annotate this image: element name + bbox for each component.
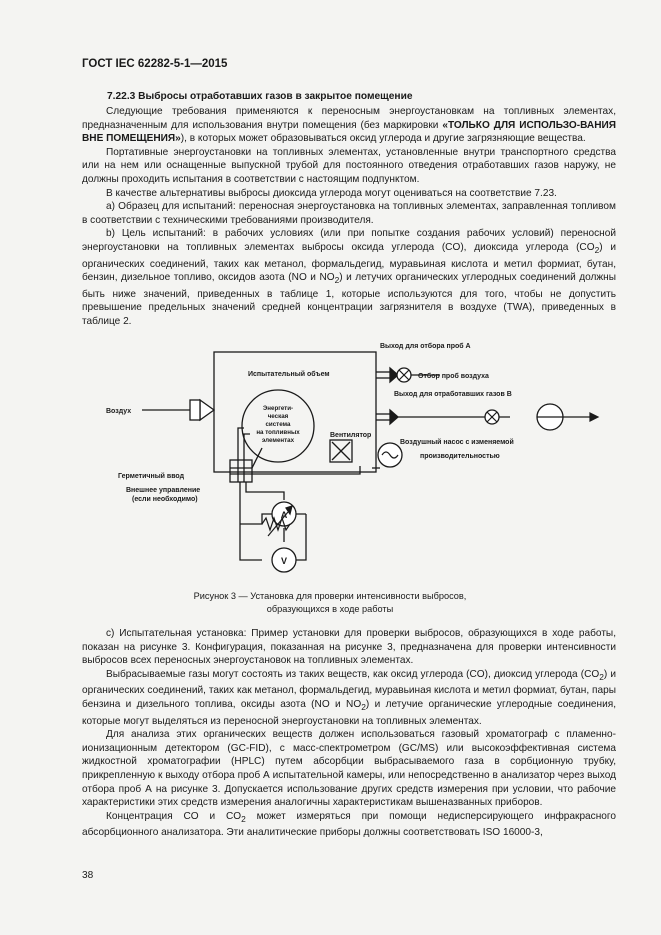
label-air: Воздух	[106, 408, 132, 415]
label-fan: Вентилятор	[330, 432, 372, 439]
paragraph: Выбрасываемые газы могут состоять из таких веществ, как оксид углерода (CO), диоксид углерода $(CO_2)$ и органических соединений, таких как метанол, формальдегид, муравьиная кислота и метил формиат, бутан, пары бензина и дизельного топлива, оксиды азота (NO и $NO_2$) и летучие органические углеродные соединения, которые могут выделяться из переносной энергоустановки на топливных элементах.	[82, 668, 617, 727]
label-fc-2: ческая	[267, 413, 289, 420]
label-fc-1: Энергети-	[262, 405, 294, 412]
paragraph: а) Образец для испытаний: переносная энергоустановка на топливных элементах, заправленная топливом в соответствии с техническими требованиями производителя.	[82, 201, 616, 226]
figure-caption: Рисунок 3 — Установка для проверки интенсивности выбросов, образующихся в ходе работы	[193, 591, 467, 614]
figure-3-diagram	[90, 338, 610, 588]
paragraph: Для анализа этих органических веществ должен использоваться газовый хроматограф с пламенно-ионизационным детектором (GC-FID), с масс-спектрометром (GC/MS) или высокоэффективная система жидкостной хроматографии (HPLC) путем абсорбции выбрасываемого газа в сорбционную трубку, прикрепленную к выходу отбора проб А испытательной камеры, или непосредственно в анализатор через выход отбора проб А на рисунке 3. Допускается использование других средств измерения при условии, что рабочие характеристики этих средств измерения аналогичны характеристикам вышеназванных приборов.	[82, 729, 616, 809]
paragraph: с) Испытательная установка: Пример установки для проверки выбросов, образующихся в ходе работы, показан на рисунке 3. Конфигурация, показанная на рисунке 3, предназначена для проверки интенсивности выбросов всех переносных энергоустановок на топливных элементах.	[82, 628, 616, 667]
section-title: 7.22.3 Выбросы отработавших газов в закрытое помещение	[107, 91, 413, 102]
paragraph: Портативные энергоустановки на топливных элементах, установленные внутри транспортного средства или на нем или оснащенные выпускной трубой для постоянного отведения отработавших газов наружу, не должны проходить испытания в соответствии с настоящим подпунктом.	[82, 146, 616, 185]
paragraph: В качестве альтернативы выбросы диоксида углерода могут оцениваться на соответствие 7.23.	[106, 187, 557, 199]
label-fc-3: система	[265, 421, 291, 428]
label-pump-2: производительностью	[420, 453, 500, 460]
label-voltmeter: V	[280, 556, 288, 566]
page-number: 38	[82, 870, 94, 881]
label-ext-1: Внешнее управление	[126, 487, 201, 494]
sealed-inlet	[230, 460, 252, 482]
paragraph: Концентрация CO и $CO_2$ может измеряться при помощи недисперсирующего инфракрасного абсорбционного анализатора. Эти аналитические приборы должны соответствовать ISO 16000-3,	[82, 810, 616, 839]
label-sampling: Отбор проб воздуха	[418, 373, 489, 380]
label-outlet-b: Выход для отработавших газов В	[394, 391, 512, 398]
label-fc-4: на топливных	[256, 429, 300, 436]
text-block-bottom	[82, 627, 616, 840]
label-ext-2: (если необходимо)	[132, 496, 198, 503]
paragraph: Следующие требования применяются к переносным энергоустановкам на топливных элементах, предназначенным для использования внутри помещения (без маркировки «ТОЛЬКО ДЛЯ ИСПОЛЬЗО-ВАНИЯ ВНЕ ПОМЕЩЕНИЯ»), в которых может образовываться оксид углерода и другие загрязняющие вещества.	[82, 106, 616, 145]
label-ammeter: A	[280, 510, 288, 520]
label-outlet-a: Выход для отбора проб А	[380, 343, 471, 350]
document-header: ГОСТ IEC 62282-5-1—2015	[82, 58, 228, 70]
label-enclosure: Испытательный объем	[248, 371, 330, 378]
label-fc-5: элементах	[261, 437, 295, 444]
paragraph: b) Цель испытаний: в рабочих условиях (или при попытке создания рабочих условий) переносной энергоустановки на топливных элементах выбросы оксида углерода (CO), диоксида углерода $(CO_2)$ и органических соединений, таких как метанол, формальдегид, муравьиная кислота и метил формиат, бутан, бензин, дизельное топливо, оксидов азота (NO и $NO_2$) и летучих органических углеродных соединений должны быть ниже значений, приведенных в таблице 1, которые используются для того, чтобы не допустить превышение предельных значений средней концентрации загрязнителя в воздухе (TWA), приведенных в таблице 2.	[82, 228, 617, 327]
label-pump-1: Воздушный насос с изменяемой	[400, 439, 514, 446]
text-block-top	[82, 105, 616, 329]
label-seal: Герметичный ввод	[118, 473, 185, 480]
